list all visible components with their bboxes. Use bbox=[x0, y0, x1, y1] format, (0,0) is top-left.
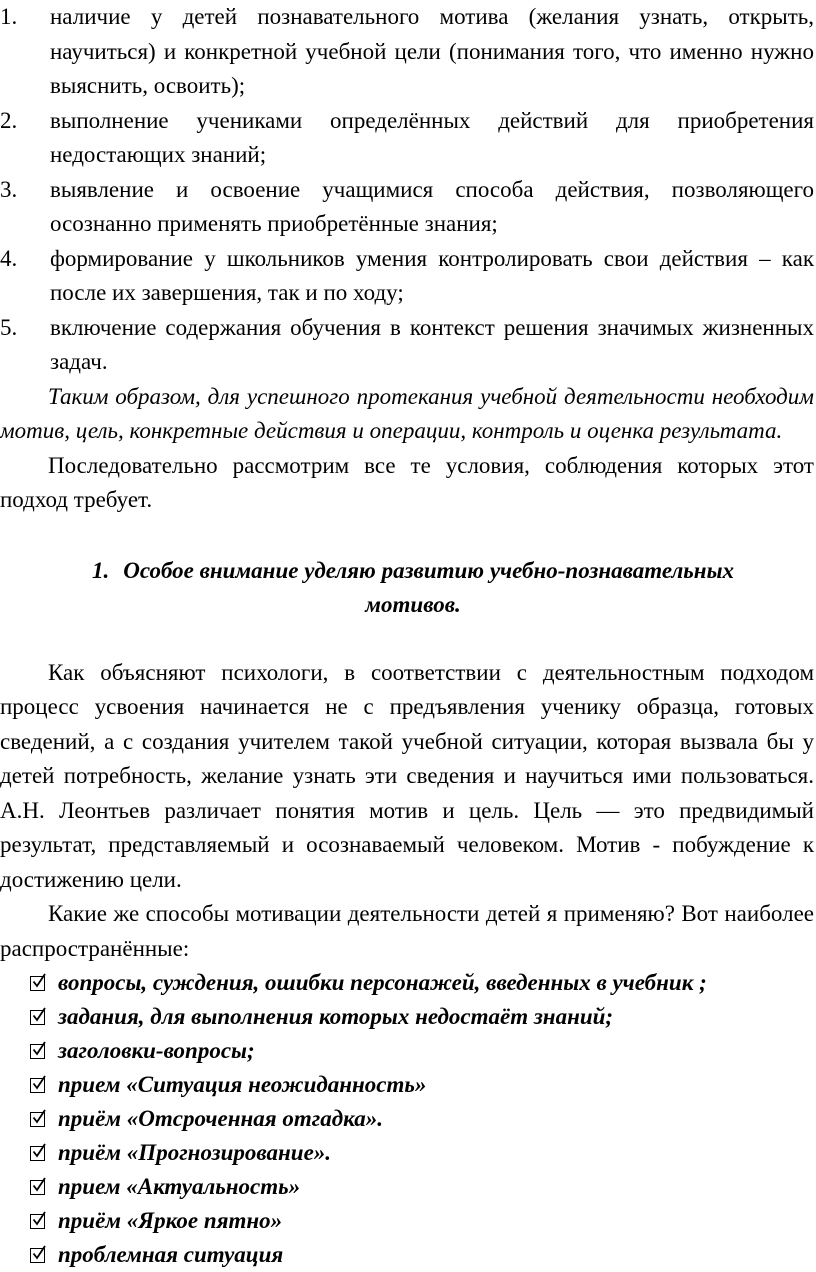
checklist-item bbox=[0, 1136, 816, 1170]
checklist-item-text: задания, для выполнения которых недостаёт знаний; bbox=[58, 1004, 614, 1029]
checked-box-icon bbox=[30, 1180, 45, 1195]
list-item-text: выявление и освоение учащимися способа действия, позволяющего осознанно применять приобретённые знания; bbox=[50, 176, 814, 236]
checked-box-icon bbox=[30, 1078, 45, 1093]
spacer bbox=[0, 622, 816, 656]
section-heading-number: 1. bbox=[91, 557, 110, 583]
list-number: 2. bbox=[0, 107, 18, 133]
list-item bbox=[0, 104, 816, 173]
section-heading bbox=[0, 554, 816, 622]
checklist-item-text: прием «Ситуация неожиданность» bbox=[58, 1072, 427, 1097]
list-item-text: выполнение учениками определённых действий для приобретения недостающих знаний; bbox=[50, 107, 814, 167]
checked-box-icon bbox=[30, 976, 45, 991]
checked-box-icon bbox=[30, 1010, 45, 1025]
checklist-item bbox=[0, 1238, 816, 1272]
checklist-item bbox=[0, 1034, 816, 1068]
list-number: 4. bbox=[0, 245, 18, 271]
list-item bbox=[0, 242, 816, 311]
checklist-item bbox=[0, 1204, 816, 1238]
list-item-text: формирование у школьников умения контролировать свои действия – как после их завершения, так и по ходу; bbox=[50, 245, 814, 305]
list-item bbox=[0, 0, 816, 104]
list-item bbox=[0, 311, 816, 380]
section-heading-text: Особое внимание уделяю развитию учебно-познавательных мотивов. bbox=[123, 557, 735, 617]
checklist-item bbox=[0, 1000, 816, 1034]
checklist-item-text: проблемная ситуация bbox=[58, 1242, 284, 1267]
checked-box-icon bbox=[30, 1248, 45, 1263]
conditions-list bbox=[0, 0, 816, 380]
methods-paragraph: Какие же способы мотивации деятельности детей я применяю? Вот наиболее распространённые: bbox=[0, 901, 814, 961]
checklist-item-text: приём «Отсроченная отгадка». bbox=[58, 1106, 383, 1131]
checklist-item-text: заголовки-вопросы; bbox=[58, 1038, 255, 1063]
list-number: 3. bbox=[0, 176, 18, 202]
checklist-item-text: приём «Яркое пятно» bbox=[58, 1208, 283, 1233]
conclusion-paragraph: Таким образом, для успешного протекания учебной деятельности необходим мотив, цель, конкретные действия и операции, контроль и оценка результата. bbox=[0, 383, 814, 443]
list-item bbox=[0, 173, 816, 242]
list-item-text: включение содержания обучения в контекст решения значимых жизненных задач. bbox=[50, 314, 814, 374]
list-item-text: наличие у детей познавательного мотива (желания узнать, открыть, научиться) и конкретной учебной цели (понимания того, что именно нужно выяснить, освоить); bbox=[50, 4, 814, 98]
checklist-item-text: приём «Прогнозирование». bbox=[58, 1140, 332, 1165]
checked-box-icon bbox=[30, 1146, 45, 1161]
psychologists-paragraph: Как объясняют психологи, в соответствии с деятельностным подходом процесс усвоения начинается не с предъявления ученику образца, готовых сведений, а с создания учителем такой учебной ситуации, которая вызвала бы у детей потребность, желание узнать эти сведения и научиться ими пользоваться. А.Н. Леонтьев различает понятия мотив и цель. Цель — это предвидимый результат, представляемый и осознаваемый человеком. Мотив - побуждение к достижению цели. bbox=[0, 659, 814, 892]
checklist-item bbox=[0, 1170, 816, 1204]
list-number: 5. bbox=[0, 314, 18, 340]
checklist-item-text: прием «Актуальность» bbox=[58, 1174, 301, 1199]
methods-checklist bbox=[0, 966, 816, 1272]
checklist-item bbox=[0, 966, 816, 1000]
checked-box-icon bbox=[30, 1214, 45, 1229]
checked-box-icon bbox=[30, 1044, 45, 1059]
checked-box-icon bbox=[30, 1112, 45, 1127]
list-number: 1. bbox=[0, 4, 18, 29]
checklist-item-text: вопросы, суждения, ошибки персонажей, введенных в учебник ; bbox=[58, 970, 707, 995]
checklist-item bbox=[0, 1102, 816, 1136]
checklist-item bbox=[0, 1068, 816, 1102]
intro-conditions-paragraph: Последовательно рассмотрим все те условия, соблюдения которых этот подход требует. bbox=[0, 452, 814, 512]
